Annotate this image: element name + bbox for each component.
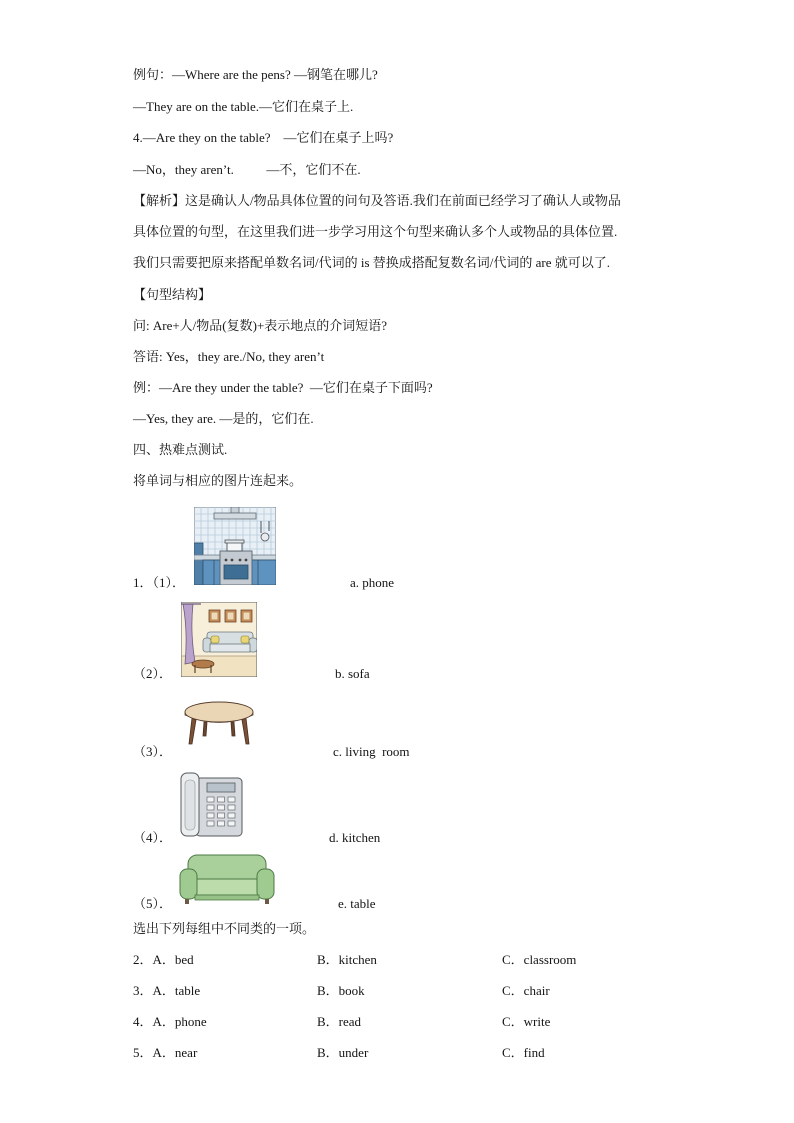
option-b: B．under bbox=[317, 1045, 369, 1060]
option-b: B．book bbox=[317, 983, 365, 998]
structure-question: 问: Are+人/物品(复数)+表示地点的介词短语? bbox=[133, 318, 388, 333]
choice-question-3 bbox=[133, 983, 200, 999]
matching-word-e: e. table bbox=[338, 896, 376, 911]
choice-question-2 bbox=[133, 952, 194, 968]
option-c: C．find bbox=[502, 1045, 545, 1060]
kitchen-image bbox=[194, 507, 276, 585]
example-line-2: —They are on the table.—它们在桌子上. bbox=[133, 99, 354, 114]
matching-label-2: （2）． bbox=[133, 666, 173, 681]
living-room-image bbox=[181, 602, 257, 677]
matching-label-5: （5）． bbox=[133, 896, 173, 911]
choice-question-4 bbox=[133, 1014, 207, 1030]
option-c: C．chair bbox=[502, 983, 550, 998]
option-a: A．bed bbox=[152, 952, 194, 967]
structure-answer: 答语: Yes，they are./No, they aren’t bbox=[133, 349, 325, 364]
analysis-line-2: 具体位置的句型，在这里我们进一步学习用这个句型来确认多个人或物品的具体位置. bbox=[133, 224, 618, 239]
structure-example-a: —Yes, they are. —是的，它们在. bbox=[133, 411, 314, 426]
sofa-image bbox=[179, 853, 275, 905]
option-a: A．near bbox=[152, 1045, 198, 1060]
question-number: 4． bbox=[133, 1014, 153, 1029]
analysis-line-1: 【解析】这是确认人/物品具体位置的问句及答语.我们在前面已经学习了确认人或物品 bbox=[133, 193, 621, 208]
example-line-1: 例句：—Where are the pens? —钢笔在哪儿? bbox=[133, 67, 378, 82]
option-c: C．write bbox=[502, 1014, 551, 1029]
question-number: 5． bbox=[133, 1045, 153, 1060]
matching-word-c: c. living room bbox=[333, 744, 410, 759]
choice-instruction: 选出下列每组中不同类的一项。 bbox=[133, 921, 316, 936]
choice-question-5 bbox=[133, 1045, 197, 1061]
structure-heading: 【句型结构】 bbox=[133, 287, 212, 302]
table-image bbox=[184, 700, 254, 750]
option-a: A．phone bbox=[152, 1014, 207, 1029]
matching-instruction: 将单词与相应的图片连起来。 bbox=[133, 473, 303, 488]
option-a: A．table bbox=[152, 983, 201, 998]
point-4-answer: —No，they aren’t. —不，它们不在. bbox=[133, 162, 361, 177]
option-b: B．read bbox=[317, 1014, 362, 1029]
matching-label-4: （4）． bbox=[133, 830, 173, 845]
option-b: B．kitchen bbox=[317, 952, 377, 967]
option-c: C．classroom bbox=[502, 952, 577, 967]
question-number: 3． bbox=[133, 983, 153, 998]
phone-image bbox=[180, 772, 244, 838]
matching-word-b: b. sofa bbox=[335, 666, 370, 681]
question-number: 2． bbox=[133, 952, 153, 967]
analysis-line-3: 我们只需要把原来搭配单数名词/代词的 is 替换成搭配复数名词/代词的 are 就可以了. bbox=[133, 255, 611, 270]
section-heading: 四、热难点测试. bbox=[133, 442, 228, 457]
point-4-question: 4.—Are they on the table? —它们在桌子上吗? bbox=[133, 130, 394, 145]
matching-word-a: a. phone bbox=[350, 575, 395, 590]
matching-label-3: （3）． bbox=[133, 744, 173, 759]
structure-example-q: 例：—Are they under the table? —它们在桌子下面吗? bbox=[133, 380, 433, 395]
matching-word-d: d. kitchen bbox=[329, 830, 381, 845]
matching-label-1: 1．（1）． bbox=[133, 575, 186, 590]
